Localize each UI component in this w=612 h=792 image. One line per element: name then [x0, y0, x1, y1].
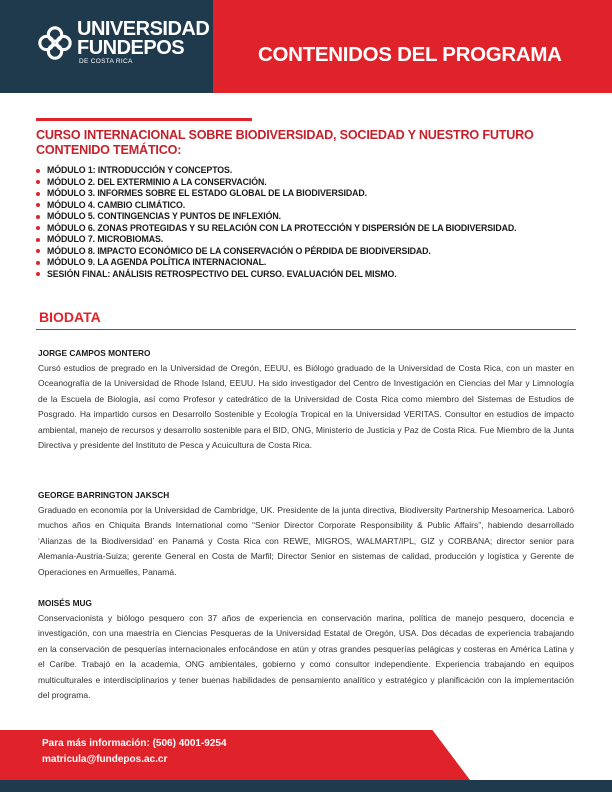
bullet-icon — [36, 180, 40, 184]
module-label: MÓDULO 4. CAMBIO CLIMÁTICO. — [47, 199, 186, 210]
list-item — [36, 165, 516, 177]
list-item — [36, 269, 516, 281]
bio-entry — [38, 489, 574, 580]
bullet-icon — [36, 238, 40, 242]
biodata-heading: BIODATA — [39, 309, 101, 325]
section-divider — [36, 329, 576, 330]
list-item — [36, 234, 516, 246]
module-label: MÓDULO 7. MICROBIOMAS. — [47, 234, 164, 244]
module-label: MÓDULO 8. IMPACTO ECONÓMICO DE LA CONSERVACIÓN O PÉRDIDA DE BIODIVERSIDAD. — [47, 245, 431, 256]
contact-email-link[interactable]: matricula@fundepos.ac.cr — [42, 754, 168, 765]
accent-rule — [36, 118, 252, 121]
bullet-icon — [36, 249, 40, 253]
list-item — [36, 223, 516, 235]
page-footer — [0, 730, 612, 792]
bullet-icon — [36, 192, 40, 196]
bullet-icon — [36, 261, 40, 265]
module-label: MÓDULO 1: INTRODUCCIÓN Y CONCEPTOS. — [47, 165, 233, 175]
logo-wordmark-line1: UNIVERSIDAD — [77, 18, 210, 40]
bio-entry — [38, 597, 574, 703]
contact-phone: Para más información: (506) 4001-9254 — [42, 738, 227, 749]
bio-name: JORGE CAMPOS MONTERO — [38, 348, 151, 358]
page-title: CONTENIDOS DEL PROGRAMA — [258, 43, 562, 66]
module-label: MÓDULO 3. INFORMES SOBRE EL ESTADO GLOBAL DE LA BIODIVERSIDAD. — [47, 188, 367, 198]
module-label: MÓDULO 9. LA AGENDA POLÍTICA INTERNACIONAL. — [47, 257, 267, 267]
logo-wordmark-line3: DE COSTA RICA — [79, 58, 133, 65]
module-label: MÓDULO 6. ZONAS PROTEGIDAS Y SU RELACIÓN CON LA PROTECCIÓN Y DISPERSIÓN DE LA BIODIVERSIDAD. — [47, 222, 517, 233]
footer-strip — [0, 780, 612, 792]
list-item — [36, 200, 516, 212]
course-title: CURSO INTERNACIONAL SOBRE BIODIVERSIDAD, SOCIEDAD Y NUESTRO FUTURO — [36, 128, 534, 142]
bio-name: MOISÉS MUG — [38, 598, 92, 608]
university-logo-icon — [36, 24, 74, 62]
list-item — [36, 177, 516, 189]
module-label: SESIÓN FINAL: ANÁLISIS RETROSPECTIVO DEL CURSO. EVALUACIÓN DEL MISMO. — [47, 268, 397, 279]
page-header — [0, 0, 612, 93]
module-list — [36, 165, 516, 280]
module-label: MÓDULO 5. CONTINGENCIAS Y PUNTOS DE INFLEXIÓN. — [47, 211, 281, 221]
bio-text: Cursó estudios de pregrado en la Universidad de Oregón, EEUU, es Biólogo graduado de la Universidad de Costa Rica, con un master en Oceanografía de la Universidad de Rhode Island, EEUU. Ha sido investigador del Centro de Investigación en Ciencias del Mar y Limnología de la Escuela de Biología, así como Profesor y catedrático de la Universidad de Costa Rica como miembro del Sistemas de Estudios de Posgrado. Ha impartido cursos en Desarrollo Sostenible y Ecología Tropical en la Universidad VERITAS. Consultor en estudios de impacto ambiental, manejo de recursos y desarrollo sostenible para el BID, ONG, Ministerio de Justicia y Paz de Costa Rica. Fue Miembro de la Junta Directiva y presidente del Instituto de Pesca y Acuicultura de Costa Rica. — [38, 363, 574, 451]
bio-name: GEORGE BARRINGTON JAKSCH — [38, 490, 170, 500]
logo-panel — [0, 0, 213, 93]
bio-text: Conservacionista y biólogo pesquero con 37 años de experiencia en conservación marina, política de manejo pesquero, docencia e investigación, con una maestría en Ciencias Pesqueras de la Universidad Estatal de Oregón, USA. Dos décadas de experiencia trabajando en la conservación de pesquerías internacionales enfocándose en atún y otras grandes pesquerías pelágicas y costeras en América Latina y el Caribe. Trabajó en la academia, ONG ambientales, gobierno y como consultor independiente. Experiencia trabajando en equipos multiculturales e interdisciplinarios y tener buenas habilidades de pensamiento analítico y estratégico y planificación con la implementación del programa. — [38, 613, 574, 701]
course-subtitle: CONTENIDO TEMÁTICO: — [36, 143, 182, 157]
list-item — [36, 211, 516, 223]
bullet-icon — [36, 203, 40, 207]
bullet-icon — [36, 215, 40, 219]
bullet-icon — [36, 272, 40, 276]
list-item — [36, 188, 516, 200]
bullet-icon — [36, 226, 40, 230]
list-item — [36, 246, 516, 258]
logo-wordmark-line2: FUNDEPOS — [77, 37, 185, 59]
module-label: MÓDULO 2. DEL EXTERMINIO A LA CONSERVACIÓN. — [47, 176, 267, 187]
bio-text: Graduado en economía por la Universidad de Cambridge, UK. Presidente de la junta directiva, Biodiversity Partnership Mesoamerica. Laboró muchos años en Chiquita Brands International como “Senior Director Corporate Responsibility & Public Affairs”, habiendo desarrollado ‘Alianzas de la Biodiversidad’ en Panamá y Costa Rica con REWE, MIGROS, WALMART/IPL, GIZ y CORBANA; director senior para Alemania-Austria-Suiza; gerente General en Costa de Marfil; Director Senior en sistemas de calidad, producción y logística y Gerente de Operaciones en Armuelles, Panamá. — [38, 505, 574, 577]
list-item — [36, 257, 516, 269]
bio-entry — [38, 347, 574, 453]
bullet-icon — [36, 169, 40, 173]
